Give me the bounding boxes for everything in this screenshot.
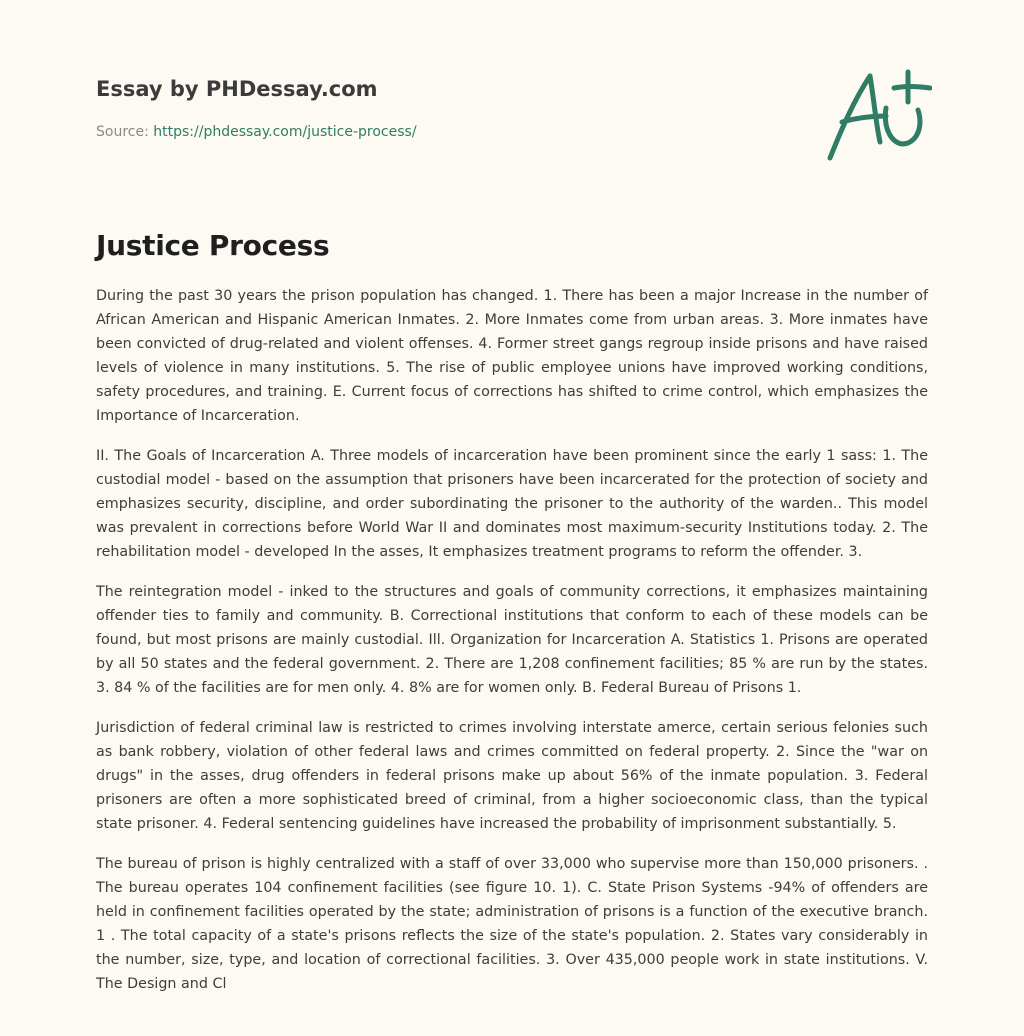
paragraph: The bureau of prison is highly centralized with a staff of over 33,000 who supervise more than 150,000 prisoners. . The bureau operates 104 confinement facilities (see figure 10. 1). C. State Prison Systems -94% of offenders are held in confinement facilities operated by the state; administration of prisons is a function of the executive branch. 1 . The total capacity of a state's prisons reflects the size of the state's population. 2. States vary considerably in the number, size, type, and location of correctional facilities. 3. Over 435,000 people work in state institutions. V. The Design and Cl xyxy=(96,856,928,992)
source-label: Source: xyxy=(96,124,149,140)
paragraph: The reintegration model - inked to the structures and goals of community corrections, it emphasizes maintaining offender ties to family and community. B. Correctional institutions that conform to each of these models can be found, but most prisons are mainly custodial. Ill. Organization for Incarceration A. Statistics 1. Prisons are operated by all 50 states and the federal government. 2. There are 1,208 confinement facilities; 85 % are run by the states. 3. 84 % of the facilities are for men only. 4. 8% are for women only. B. Federal Bureau of Prisons 1. xyxy=(96,584,928,696)
essay-body xyxy=(96,284,928,1012)
source-line xyxy=(96,122,796,142)
paragraph: During the past 30 years the prison population has changed. 1. There has been a major Increase in the number of African American and Hispanic American Inmates. 2. More Inmates come from urban areas. 3. More inmates have been convicted of drug-related and violent offenses. 4. Former street gangs regroup inside prisons and have raised levels of violence in many institutions. 5. The rise of public employee unions have improved working conditions, safety procedures, and training. E. Current focus of corrections has shifted to crime control, which emphasizes the Importance of Incarceration. xyxy=(96,288,928,424)
paragraph: Jurisdiction of federal criminal law is restricted to crimes involving interstate amerce, certain serious felonies such as bank robbery, violation of other federal laws and crimes committed on federal property. 2. Since the "war on drugs" in the asses, drug offenders in federal prisons make up about 56% of the inmate population. 3. Federal prisoners are often a more sophisticated breed of criminal, from a higher socioeconomic class, than the typical state prisoner. 4. Federal sentencing guidelines have increased the probability of imprisonment substantially. 5. xyxy=(96,720,928,832)
a-plus-grade-icon xyxy=(820,66,932,166)
site-brand: Essay by PHDessay.com xyxy=(96,77,378,101)
essay-title: Justice Process xyxy=(96,229,330,262)
essay-header xyxy=(96,74,796,142)
source-link[interactable]: https://phdessay.com/justice-process/ xyxy=(153,124,417,140)
paragraph: II. The Goals of Incarceration A. Three models of incarceration have been prominent since the early 1 sass: 1. The custodial model - based on the assumption that prisoners have been incarcerated for the protection of society and emphasizes security, discipline, and order subordinating the prisoner to the authority of the warden.. This model was prevalent in corrections before World War II and dominates most maximum-security Institutions today. 2. The rehabilitation model - developed In the asses, It emphasizes treatment programs to reform the offender. 3. xyxy=(96,448,928,560)
